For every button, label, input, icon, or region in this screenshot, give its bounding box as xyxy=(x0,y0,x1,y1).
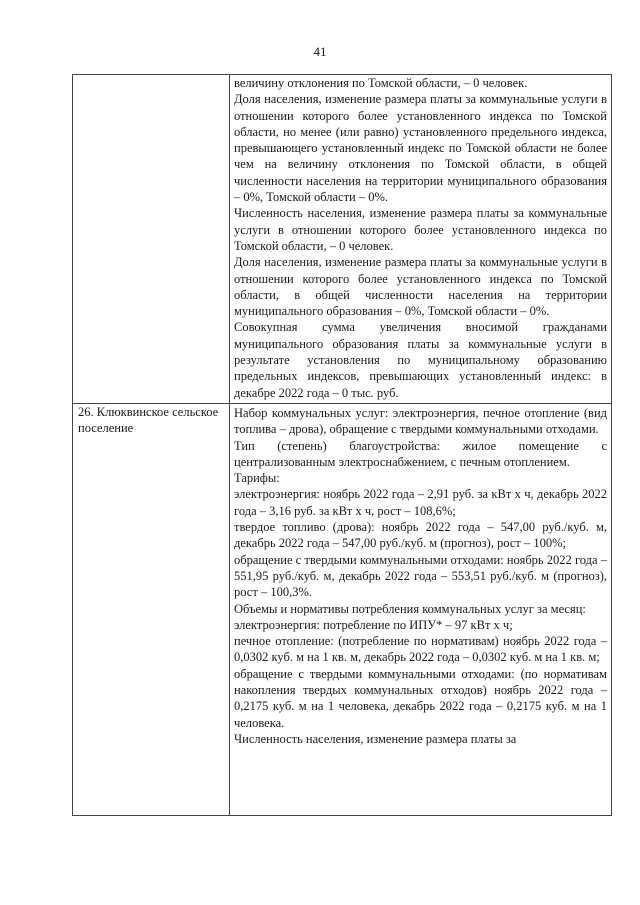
paragraph: Совокупная сумма увеличения вносимой гражданами муниципального образования платы за коммунальные услуги в результате установления по муниципальному образованию предельных индексов, превышающих установленный индекс: в декабре 2022 года – 0 тыс. руб. xyxy=(234,320,607,400)
paragraph: величину отклонения по Томской области, – 0 человек. xyxy=(234,76,528,90)
paragraph: Доля населения, изменение размера платы за коммунальные услуги в отношении которого более установленного индекса по Томской области, но менее (или равно) установленного предельного индекса, превышающего установленный индекс по Томской области не более чем на величину отклонения по Томской области, в общей численности населения на территории муниципального образования – 0%, Томской области – 0%. xyxy=(234,92,607,205)
municipality-cell xyxy=(73,403,230,815)
paragraph: обращение с твердыми коммунальными отходами: ноябрь 2022 года – 551,95 руб./куб. м, декабрь 2022 года – 553,51 руб./куб. м (прогноз), рост – 100,3%. xyxy=(234,552,607,600)
paragraph: Тарифы: xyxy=(234,471,280,486)
paragraph: электроэнергия: ноябрь 2022 года – 2,91 руб. за кВт х ч, декабрь 2022 года – 3,16 руб. за кВт х ч, рост – 108,6%; xyxy=(234,487,607,518)
paragraph: твердое топливо (дрова): ноябрь 2022 года – 547,00 руб./куб. м, декабрь 2022 года – 547,00 руб./куб. м (прогноз), рост – 100%; xyxy=(234,520,607,551)
indicators-table xyxy=(72,74,612,816)
indicators-cell xyxy=(230,75,612,404)
paragraph: Численность населения, изменение размера платы за xyxy=(234,731,517,746)
page-number: 41 xyxy=(313,44,327,59)
paragraph: Доля населения, изменение размера платы за коммунальные услуги в отношении которого более установленного индекса по Томской области, в общей численности населения на территории муниципального образования – 0%, Томской области – 0%. xyxy=(234,255,607,319)
table-row-klyukvinskoe xyxy=(73,403,612,815)
paragraph: Тип (степень) благоустройства: жилое помещение с централизованным электроснабжением, с печным отоплением. xyxy=(234,438,607,469)
table-row-continuation xyxy=(73,75,612,404)
paragraph: обращение с твердыми коммунальными отходами: (по нормативам накопления твердых коммунальных отходов) ноябрь 2022 года – 0,2175 куб. м на 1 человека, декабрь 2022 года – 0,2175 куб. м на 1 человека. xyxy=(234,666,607,730)
paragraph: электроэнергия: потребление по ИПУ* – 97 кВт х ч; xyxy=(234,617,513,632)
paragraph: Объемы и нормативы потребления коммунальных услуг за месяц: xyxy=(234,601,586,616)
paragraph: Численность населения, изменение размера платы за коммунальные услуги в отношении которого более установленного индекса по Томской области, – 0 человек. xyxy=(234,206,607,253)
paragraph: печное отопление: (потребление по нормативам) ноябрь 2022 года – 0,0302 куб. м на 1 кв. м, декабрь 2022 года – 0,0302 куб. м на 1 кв. м; xyxy=(234,634,607,665)
municipality-name: 26. Клюквинское сельское поселение xyxy=(78,404,219,436)
indicators-cell xyxy=(230,403,612,815)
paragraph: Набор коммунальных услуг: электроэнергия, печное отопление (вид топлива – дрова), обращение с твердыми коммунальными отходами. xyxy=(234,405,607,437)
municipality-cell xyxy=(73,75,230,404)
municipality-name xyxy=(73,75,229,77)
